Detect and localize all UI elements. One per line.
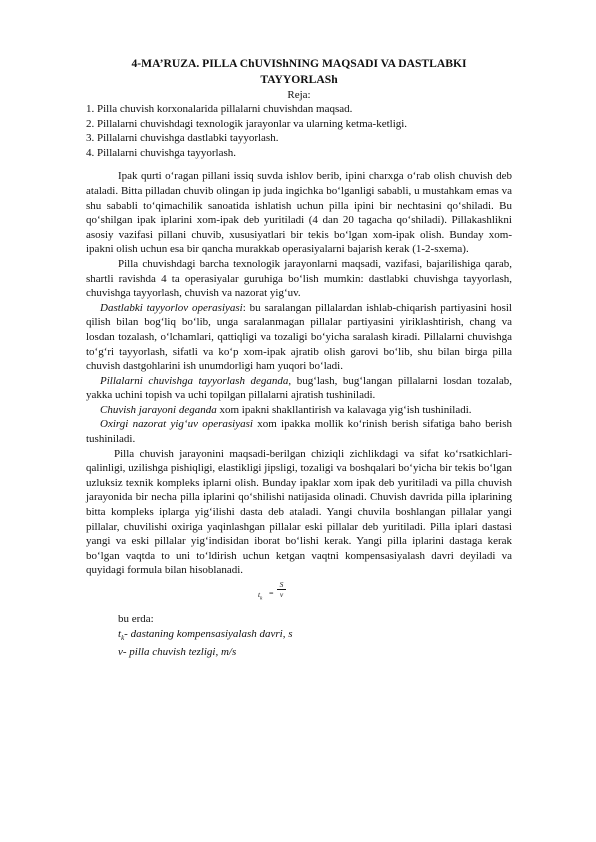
paragraph-preliminary bbox=[86, 301, 512, 374]
paragraph-text: xom ipakka mollik ko‘rinish berish sifatiga baho berish tushiniladi. bbox=[86, 418, 512, 446]
term-final-control: Oxirgi nazorat yig‘uv operasiyasi bbox=[100, 418, 253, 431]
formula-equals: = bbox=[269, 589, 274, 598]
title-line-1: 4-MA’RUZA. PILLA ChUVIShNING MAQSADI VA DASTLABKI bbox=[131, 57, 467, 70]
term-preliminary: Dastlabki tayyorlov operasiyasi bbox=[100, 301, 243, 314]
formula-fraction bbox=[277, 580, 286, 600]
title-line-2: TAYYORLASh bbox=[260, 73, 338, 86]
plan-list bbox=[86, 102, 512, 160]
paragraph-final-control bbox=[86, 417, 512, 446]
formula-lhs: $t_k$ bbox=[258, 590, 263, 602]
formula-numerator: S bbox=[277, 580, 286, 590]
document-page bbox=[86, 56, 512, 660]
paragraph-text: xom ipakni shakllantirish va kalavaga yig‘ish tushiniladi. bbox=[216, 403, 472, 416]
formula-definitions bbox=[86, 612, 512, 660]
paragraph-process-goal: Pilla chuvish jarayonini maqsadi-berilgan chiziqli zichlikdagi va sifat ko‘rsatkichlari- qalinligi, uzilishga pishiqligi, elastikligi jipsligi, tozaligi va boshqalari bo‘yicha bir tekis bo‘lgan uzluksiz texnik kompleks iplarni olish. Bunday ipaklar xom ipak deb yuritiladi va pilla chuvish jarayonida bir necha pilla iplarini qo‘shilishi natijasida olinadi. Chuvish davrida pilla iplarining bitta kompleks iplarga yig‘ilishi dasta deb ataladi. Yangi chuvila boshlangan pillalar yangi pillalar, chuvilishi oxiriga yaqinlashgan pillalar eski pillalar deb yuritiladi. Pilla iplari dastasi yangi va eski pillalar yig‘indisidan iborat bo‘lishi kerak. Yangi pilla iplarini dastaga kerak bo‘lgan vaqtda to uni to‘ldirish uchun ketgan vaqtni kompensasiyalash davri deyiladi va quyidagi formula bilan hisoblanadi. bbox=[86, 447, 512, 577]
paragraph-operation-groups: Pilla chuvishdagi barcha texnologik jarayonlarni maqsadi, vazifasi, bajarilishiga qarab, shartli ravishda 4 ta operasiyalar guruhiga bo‘lish mumkin: dastlabki chuvishga tayyorlash, chuvishga tayyorlash, chuvish va nazorat yig‘uv. bbox=[86, 257, 512, 300]
paragraph-text: , bug‘lash, bug‘langan pillalarni losdan tozalab, yakka uchini topish va uchi topilgan pillalarni ajratish tushiniladi. bbox=[86, 374, 512, 402]
plan-item: 1. Pilla chuvish korxonalarida pillalarni chuvishdan maqsad. bbox=[86, 103, 353, 115]
paragraph-preparation bbox=[86, 374, 512, 403]
compensation-formula bbox=[86, 578, 512, 612]
paragraph-reeling bbox=[86, 403, 512, 418]
plan-heading: Reja: bbox=[287, 89, 311, 101]
term-reeling: Chuvish jarayoni deganda bbox=[100, 403, 217, 416]
definition-v: v- pilla chuvish tezligi, m/s bbox=[118, 646, 237, 659]
definitions-intro: bu erda: bbox=[118, 613, 154, 625]
spacer bbox=[86, 160, 512, 169]
term-preparation: Pillalarni chuvishga tayyorlash deganda bbox=[100, 374, 289, 387]
plan-item: 3. Pillalarni chuvishga dastlabki tayyorlash. bbox=[86, 132, 279, 145]
paragraph-intro: Ipak qurti o‘ragan pillani issiq suvda ishlov berib, ipini charxga o‘rab olish chuvish deb ataladi. Bitta pilladan chuvib olingan ip juda ingichka bo‘lganligi sababli, u mustahkam emas va shu sababli to‘qimachilik sanoatida ishlatish uchun pilla ipini bir nechtasini qo‘shiladi. Bu qo‘shilgan ipak iplarini xom-ipak deb yuritiladi (4 dan 20 tagacha qo‘shiladi). Pillakashlikni asosiy vazifasi pillani chuvib, xususiyatlari bir tekis bo‘lgan xom-ipak olish. Bunday xom-ipakni olish uchun esa bir qancha murakkab operasiyalarni bajarish kerak (1-2-sxema). bbox=[86, 170, 512, 256]
paragraph-text: : bu saralangan pillalardan ishlab-chiqarish partiyasini hosil qilish bilan bog‘liq bo‘lib, unga saralanmagan pillalar partiyasini yiriklashtirish, chang va losdan tozalash, o‘lchamlari, qattiqligi va tozaligi bo‘yicha saralash kiradi. Pillalarni chuvishga to‘g‘ri tayyorlash, sifatli va ko‘p xom-ipak ajratib olish garovi bo‘lib, shu bilan birga pilla chuvish dastgohlarini ish unumdorligi ham yuqori bo‘ladi. bbox=[86, 301, 512, 373]
definition-tk: $t_k-$ dastaning kompensasiyalash davri, s bbox=[118, 627, 293, 642]
plan-item: 4. Pillalarni chuvishga tayyorlash. bbox=[86, 146, 236, 159]
plan-item: 2. Pillalarni chuvishdagi texnologik jarayonlar va ularning ketma-ketligi. bbox=[86, 117, 408, 130]
lecture-title bbox=[86, 56, 512, 88]
formula-denominator: v bbox=[279, 590, 284, 599]
